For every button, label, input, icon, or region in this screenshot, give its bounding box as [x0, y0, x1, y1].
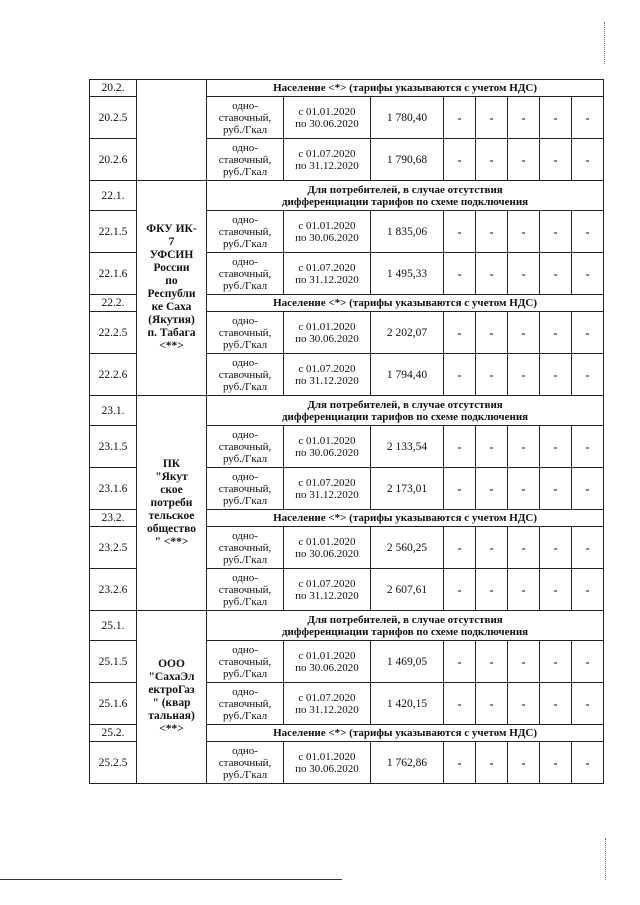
tariff-period: с 01.01.2020 по 30.06.2020 — [284, 97, 371, 139]
empty-value-dash: - — [444, 569, 476, 611]
empty-value-dash: - — [476, 742, 508, 784]
tariff-period: с 01.07.2020 по 31.12.2020 — [284, 569, 371, 611]
tariff-unit: одно- ставочный, руб./Гкал — [207, 312, 284, 354]
tariff-unit: одно- ставочный, руб./Гкал — [207, 139, 284, 181]
row-number: 25.1.6 — [90, 683, 137, 725]
empty-value-dash: - — [508, 641, 540, 683]
empty-value-dash: - — [572, 683, 604, 725]
organization-name: ООО "СахаЭл ектроГаз " (квар тальная) <**> — [137, 611, 207, 784]
tariff-value: 1 420,15 — [371, 683, 444, 725]
tariff-unit: одно- ставочный, руб./Гкал — [207, 468, 284, 510]
empty-value-dash: - — [540, 139, 572, 181]
empty-value-dash: - — [540, 211, 572, 253]
empty-value-dash: - — [508, 139, 540, 181]
section-title: Население <*> (тарифы указываются с учетом НДС) — [207, 725, 604, 742]
tariff-value: 2 560,25 — [371, 527, 444, 569]
empty-value-dash: - — [476, 253, 508, 295]
empty-value-dash: - — [476, 139, 508, 181]
empty-value-dash: - — [572, 468, 604, 510]
tariff-period: с 01.01.2020 по 30.06.2020 — [284, 211, 371, 253]
empty-value-dash: - — [540, 253, 572, 295]
empty-value-dash: - — [476, 426, 508, 468]
empty-value-dash: - — [476, 97, 508, 139]
tariff-period: с 01.07.2020 по 31.12.2020 — [284, 354, 371, 396]
empty-value-dash: - — [444, 253, 476, 295]
empty-value-dash: - — [572, 211, 604, 253]
empty-value-dash: - — [572, 569, 604, 611]
empty-value-dash: - — [540, 527, 572, 569]
section-number: 20.2. — [90, 80, 137, 97]
empty-value-dash: - — [508, 97, 540, 139]
empty-value-dash: - — [508, 742, 540, 784]
tariff-table — [89, 79, 604, 784]
tariff-period: с 01.07.2020 по 31.12.2020 — [284, 683, 371, 725]
empty-value-dash: - — [540, 426, 572, 468]
empty-value-dash: - — [572, 253, 604, 295]
row-number: 22.2.5 — [90, 312, 137, 354]
empty-value-dash: - — [444, 139, 476, 181]
tariff-value: 2 133,54 — [371, 426, 444, 468]
row-number: 22.1.6 — [90, 253, 137, 295]
empty-value-dash: - — [508, 426, 540, 468]
row-number: 25.1.5 — [90, 641, 137, 683]
empty-value-dash: - — [572, 312, 604, 354]
tariff-value: 1 495,33 — [371, 253, 444, 295]
empty-value-dash: - — [476, 211, 508, 253]
empty-value-dash: - — [508, 312, 540, 354]
empty-value-dash: - — [476, 641, 508, 683]
empty-value-dash: - — [572, 354, 604, 396]
empty-value-dash: - — [444, 683, 476, 725]
tariff-period: с 01.07.2020 по 31.12.2020 — [284, 139, 371, 181]
empty-value-dash: - — [508, 354, 540, 396]
tariff-value: 1 780,40 — [371, 97, 444, 139]
section-number: 22.2. — [90, 295, 137, 312]
empty-value-dash: - — [508, 253, 540, 295]
scan-edge-mark — [605, 838, 606, 880]
empty-value-dash: - — [476, 312, 508, 354]
empty-value-dash: - — [540, 468, 572, 510]
tariff-unit: одно- ставочный, руб./Гкал — [207, 253, 284, 295]
tariff-unit: одно- ставочный, руб./Гкал — [207, 683, 284, 725]
tariff-period: с 01.07.2020 по 31.12.2020 — [284, 253, 371, 295]
section-title: Население <*> (тарифы указываются с учетом НДС) — [207, 80, 604, 97]
empty-value-dash: - — [476, 354, 508, 396]
section-title: Для потребителей, в случае отсутствия дифференциации тарифов по схеме подключения — [207, 611, 604, 641]
tariff-unit: одно- ставочный, руб./Гкал — [207, 527, 284, 569]
empty-value-dash: - — [572, 742, 604, 784]
organization-name: ФКУ ИК- 7 УФСИН России по Республи ке Саха (Якутия) п. Табага <**> — [137, 181, 207, 396]
empty-value-dash: - — [508, 683, 540, 725]
tariff-period: с 01.07.2020 по 31.12.2020 — [284, 468, 371, 510]
empty-value-dash: - — [444, 641, 476, 683]
tariff-unit: одно- ставочный, руб./Гкал — [207, 569, 284, 611]
empty-value-dash: - — [572, 97, 604, 139]
section-number: 22.1. — [90, 181, 137, 211]
section-header-row — [90, 611, 604, 641]
section-number: 25.2. — [90, 725, 137, 742]
row-number: 23.2.6 — [90, 569, 137, 611]
section-header-row — [90, 181, 604, 211]
tariff-period: с 01.01.2020 по 30.06.2020 — [284, 742, 371, 784]
tariff-unit: одно- ставочный, руб./Гкал — [207, 97, 284, 139]
tariff-period: с 01.01.2020 по 30.06.2020 — [284, 426, 371, 468]
tariff-value: 1 835,06 — [371, 211, 444, 253]
section-title: Население <*> (тарифы указываются с учетом НДС) — [207, 295, 604, 312]
organization-name — [137, 80, 207, 181]
empty-value-dash: - — [476, 527, 508, 569]
empty-value-dash: - — [444, 742, 476, 784]
tariff-table-body — [90, 80, 604, 784]
empty-value-dash: - — [540, 354, 572, 396]
tariff-value: 1 762,86 — [371, 742, 444, 784]
tariff-unit: одно- ставочный, руб./Гкал — [207, 742, 284, 784]
empty-value-dash: - — [540, 641, 572, 683]
row-number: 22.2.6 — [90, 354, 137, 396]
section-title: Для потребителей, в случае отсутствия дифференциации тарифов по схеме подключения — [207, 181, 604, 211]
empty-value-dash: - — [540, 312, 572, 354]
row-number: 20.2.6 — [90, 139, 137, 181]
row-number: 23.1.6 — [90, 468, 137, 510]
empty-value-dash: - — [508, 211, 540, 253]
empty-value-dash: - — [540, 97, 572, 139]
empty-value-dash: - — [444, 426, 476, 468]
row-number: 23.1.5 — [90, 426, 137, 468]
empty-value-dash: - — [444, 97, 476, 139]
empty-value-dash: - — [540, 569, 572, 611]
empty-value-dash: - — [508, 569, 540, 611]
tariff-value: 2 607,61 — [371, 569, 444, 611]
tariff-unit: одно- ставочный, руб./Гкал — [207, 426, 284, 468]
section-title: Население <*> (тарифы указываются с учетом НДС) — [207, 510, 604, 527]
empty-value-dash: - — [476, 683, 508, 725]
tariff-period: с 01.01.2020 по 30.06.2020 — [284, 641, 371, 683]
section-number: 25.1. — [90, 611, 137, 641]
row-number: 22.1.5 — [90, 211, 137, 253]
empty-value-dash: - — [444, 354, 476, 396]
empty-value-dash: - — [572, 139, 604, 181]
tariff-value: 2 173,01 — [371, 468, 444, 510]
section-number: 23.1. — [90, 396, 137, 426]
empty-value-dash: - — [572, 527, 604, 569]
empty-value-dash: - — [508, 527, 540, 569]
empty-value-dash: - — [444, 312, 476, 354]
row-number: 20.2.5 — [90, 97, 137, 139]
empty-value-dash: - — [572, 641, 604, 683]
empty-value-dash: - — [540, 742, 572, 784]
section-header-row — [90, 80, 604, 97]
row-number: 25.2.5 — [90, 742, 137, 784]
section-title: Для потребителей, в случае отсутствия дифференциации тарифов по схеме подключения — [207, 396, 604, 426]
footnote-separator — [0, 879, 342, 880]
empty-value-dash: - — [444, 527, 476, 569]
empty-value-dash: - — [444, 468, 476, 510]
section-number: 23.2. — [90, 510, 137, 527]
scan-edge-mark — [604, 22, 605, 64]
empty-value-dash: - — [540, 683, 572, 725]
organization-name: ПК "Якут ское потреби тельское общество " <**> — [137, 396, 207, 611]
tariff-value: 1 790,68 — [371, 139, 444, 181]
row-number: 23.2.5 — [90, 527, 137, 569]
empty-value-dash: - — [444, 211, 476, 253]
section-header-row — [90, 396, 604, 426]
tariff-unit: одно- ставочный, руб./Гкал — [207, 354, 284, 396]
empty-value-dash: - — [476, 468, 508, 510]
empty-value-dash: - — [572, 426, 604, 468]
tariff-unit: одно- ставочный, руб./Гкал — [207, 211, 284, 253]
tariff-period: с 01.01.2020 по 30.06.2020 — [284, 312, 371, 354]
empty-value-dash: - — [476, 569, 508, 611]
tariff-unit: одно- ставочный, руб./Гкал — [207, 641, 284, 683]
tariff-value: 1 794,40 — [371, 354, 444, 396]
empty-value-dash: - — [508, 468, 540, 510]
tariff-period: с 01.01.2020 по 30.06.2020 — [284, 527, 371, 569]
tariff-value: 2 202,07 — [371, 312, 444, 354]
tariff-value: 1 469,05 — [371, 641, 444, 683]
